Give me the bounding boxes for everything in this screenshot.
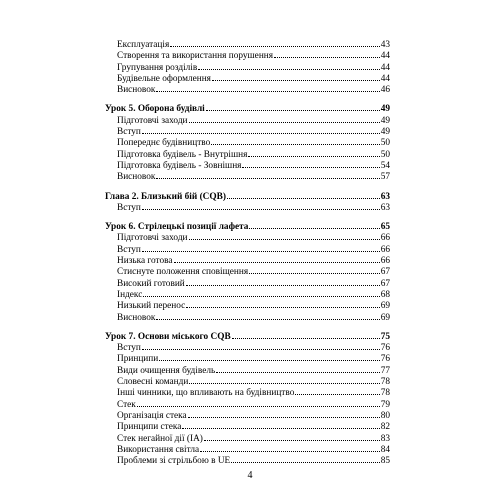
toc-entry-title: Підготовчі заходи [117, 233, 188, 244]
dot-leader [186, 307, 379, 308]
dot-leader [143, 296, 379, 297]
toc-entry-page-number: 50 [380, 138, 390, 149]
toc-entry-page-number: 49 [380, 104, 390, 115]
toc-spacer [105, 214, 390, 222]
toc-entry[interactable] [105, 301, 390, 312]
toc-entry[interactable] [105, 161, 390, 172]
toc-entry-title: Високий готовий [117, 278, 185, 289]
dot-leader [198, 69, 379, 70]
toc-entry[interactable] [105, 422, 390, 433]
toc-entry[interactable] [105, 150, 390, 161]
dot-leader [188, 417, 380, 418]
toc-entry-page-number: 76 [380, 354, 390, 365]
dot-leader [137, 406, 380, 407]
toc-entry-page-number: 83 [380, 433, 390, 444]
toc-entry[interactable] [105, 400, 390, 411]
dot-leader [189, 383, 379, 384]
toc-entry[interactable] [105, 116, 390, 127]
dot-leader [156, 319, 379, 320]
dot-leader [200, 451, 380, 452]
toc-entry[interactable] [105, 127, 390, 138]
toc-entry[interactable] [105, 74, 390, 85]
dot-leader [249, 228, 379, 229]
toc-entry[interactable] [105, 203, 390, 214]
dot-leader [295, 394, 379, 395]
toc-entry-page-number: 50 [380, 149, 390, 160]
toc-entry[interactable] [105, 354, 390, 365]
dot-leader [227, 198, 380, 199]
toc-entry-title: Групування розділів [117, 62, 198, 73]
toc-entry-page-number: 67 [380, 278, 390, 289]
table-of-contents [105, 40, 390, 467]
toc-heading-entry[interactable] [105, 222, 390, 233]
toc-entry[interactable] [105, 434, 390, 445]
dot-leader [182, 428, 379, 429]
dot-leader [156, 91, 379, 92]
toc-entry-title: Урок 6. Стрілецькі позиції лафета [105, 222, 249, 233]
dot-leader [186, 285, 380, 286]
toc-entry-page-number: 66 [380, 256, 390, 267]
toc-entry[interactable] [105, 313, 390, 324]
toc-entry-page-number: 44 [380, 62, 390, 73]
toc-entry-page-number: 84 [380, 444, 390, 455]
toc-entry-title: Створення та використання порушення [117, 51, 274, 62]
dot-leader [189, 122, 380, 123]
toc-entry[interactable] [105, 411, 390, 422]
toc-entry[interactable] [105, 377, 390, 388]
toc-entry-page-number: 44 [380, 73, 390, 84]
toc-entry-title: Висновок [117, 312, 156, 323]
toc-entry-page-number: 78 [380, 377, 390, 388]
dot-leader [274, 57, 380, 58]
toc-entry-page-number: 68 [380, 289, 390, 300]
toc-entry[interactable] [105, 256, 390, 267]
toc-entry-title: Словесні команди [117, 377, 189, 388]
toc-entry-title: Низька готова [117, 256, 173, 267]
toc-entry-page-number: 85 [380, 456, 390, 467]
toc-entry-page-number: 44 [380, 51, 390, 62]
toc-entry-title: Проблеми зі стрільбою в UE [117, 456, 231, 467]
dot-leader [174, 262, 380, 263]
toc-entry-title: Організація стека [117, 410, 187, 421]
toc-entry-title: Принципи [117, 354, 159, 365]
toc-heading-entry[interactable] [105, 192, 390, 203]
toc-entry-page-number: 80 [380, 410, 390, 421]
toc-entry-title: Вступ [117, 127, 141, 138]
toc-entry-page-number: 57 [380, 172, 390, 183]
toc-entry-title: Будівельне оформлення [117, 73, 211, 84]
toc-entry-title: Вступ [117, 244, 141, 255]
toc-entry[interactable] [105, 388, 390, 399]
toc-entry[interactable] [105, 63, 390, 74]
toc-entry-page-number: 54 [380, 160, 390, 171]
dot-leader [142, 133, 380, 134]
toc-entry-title: Вступ [117, 343, 141, 354]
toc-entry-page-number: 79 [380, 399, 390, 410]
toc-entry[interactable] [105, 456, 390, 467]
toc-entry-page-number: 66 [380, 233, 390, 244]
toc-entry-page-number: 75 [380, 331, 390, 342]
toc-entry-title: Низький перенос [117, 301, 186, 312]
toc-entry-title: Висновок [117, 85, 156, 96]
toc-entry[interactable] [105, 445, 390, 456]
toc-entry-title: Інші чинники, що впливають на будівництво [117, 388, 295, 399]
dot-leader [156, 178, 379, 179]
dot-leader [212, 80, 380, 81]
dot-leader [216, 372, 380, 373]
toc-entry-page-number: 69 [380, 301, 390, 312]
toc-entry-title: Використання світла [117, 444, 200, 455]
toc-entry-page-number: 76 [380, 343, 390, 354]
dot-leader [211, 144, 379, 145]
toc-heading-entry[interactable] [105, 332, 390, 343]
toc-entry-title: Принципи стека [117, 422, 182, 433]
toc-entry-page-number: 49 [380, 115, 390, 126]
toc-entry[interactable] [105, 85, 390, 96]
toc-entry-title: Урок 5. Оборона будівлі [105, 104, 205, 115]
toc-entry[interactable] [105, 290, 390, 301]
toc-entry[interactable] [105, 51, 390, 62]
toc-entry-title: Урок 7. Основи міського CQB [105, 331, 231, 342]
toc-entry-page-number: 78 [380, 388, 390, 399]
toc-entry-page-number: 63 [380, 202, 390, 213]
dot-leader [142, 349, 380, 350]
toc-entry-page-number: 63 [380, 191, 390, 202]
toc-entry-page-number: 67 [380, 267, 390, 278]
toc-entry[interactable] [105, 343, 390, 354]
toc-entry-title: Вступ [117, 202, 141, 213]
toc-entry-title: Стек негайної дії (IA) [117, 433, 203, 444]
dot-leader [159, 360, 379, 361]
toc-entry-title: Види очищення будівель [117, 365, 216, 376]
toc-entry-page-number: 43 [380, 40, 390, 50]
toc-entry[interactable] [105, 245, 390, 256]
toc-entry-page-number: 69 [380, 312, 390, 323]
toc-entry-page-number: 66 [380, 244, 390, 255]
dot-leader [206, 110, 380, 111]
toc-entry[interactable] [105, 267, 390, 278]
toc-entry[interactable] [105, 233, 390, 244]
toc-entry-title: Глава 2. Близький бій (CQB) [105, 191, 226, 202]
toc-entry-title: Підготовка будівель - Зовнішня [117, 160, 242, 171]
dot-leader [189, 239, 380, 240]
toc-entry[interactable] [105, 172, 390, 183]
toc-entry-page-number: 46 [380, 85, 390, 96]
dot-leader [249, 273, 380, 274]
dot-leader [232, 338, 380, 339]
dot-leader [170, 46, 379, 47]
dot-leader [204, 440, 380, 441]
dot-leader [142, 251, 380, 252]
toc-entry-title: Індекс [117, 289, 143, 300]
toc-entry-page-number: 82 [380, 422, 390, 433]
toc-entry-page-number: 77 [380, 365, 390, 376]
toc-entry[interactable] [105, 279, 390, 290]
toc-entry[interactable] [105, 366, 390, 377]
dot-leader [248, 156, 379, 157]
toc-entry-title: Експлуатація [117, 40, 170, 50]
toc-spacer [105, 184, 390, 192]
dot-leader [142, 209, 380, 210]
toc-entry-title: Стек [117, 399, 136, 410]
toc-entry-title: Стиснуте положення сповіщення [117, 267, 249, 278]
page-number: 4 [247, 470, 253, 481]
toc-entry[interactable] [105, 138, 390, 149]
toc-entry-page-number: 65 [380, 222, 390, 233]
toc-entry-title: Попереднє будівництво [117, 138, 211, 149]
toc-spacer [105, 324, 390, 332]
toc-entry[interactable] [105, 40, 390, 51]
toc-entry-page-number: 49 [380, 127, 390, 138]
toc-heading-entry[interactable] [105, 104, 390, 115]
toc-entry-title: Підготовчі заходи [117, 115, 188, 126]
toc-entry-title: Підготовка будівель - Внутрішня [117, 149, 248, 160]
toc-entry-title: Висновок [117, 172, 156, 183]
dot-leader [242, 167, 379, 168]
dot-leader [231, 462, 379, 463]
